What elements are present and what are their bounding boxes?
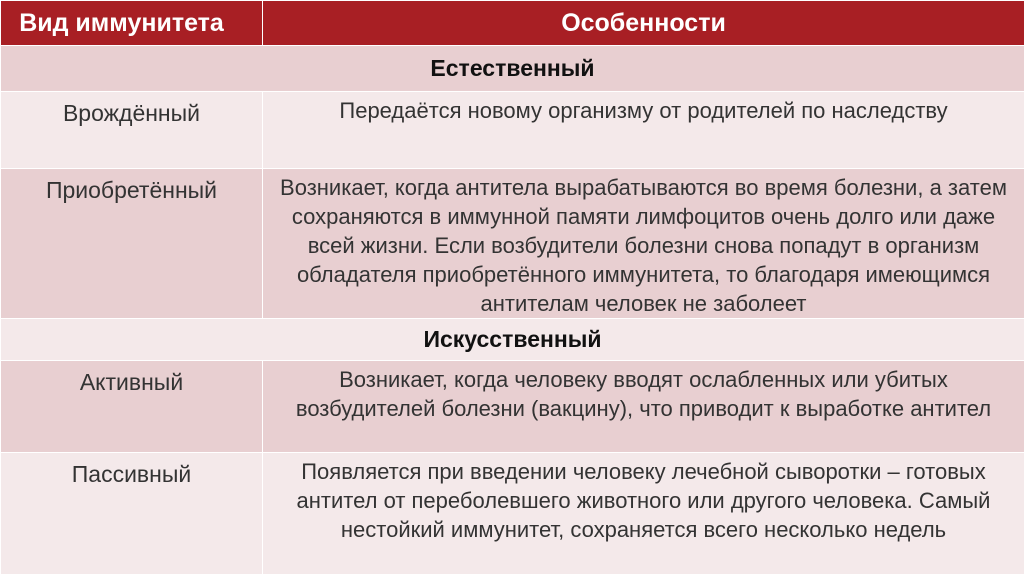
table-row (1, 92, 1024, 169)
immunity-description: Возникает, когда человеку вводят ослабленных или убитых возбудителей болезни (вакцину), что приводит к выработке антител (263, 361, 1024, 453)
section-title: Естественный (1, 46, 1024, 92)
immunity-description: Передаётся новому организму от родителей по наследству (263, 92, 1024, 169)
immunity-type: Приобретённый (1, 169, 263, 319)
immunity-type: Пассивный (1, 453, 263, 575)
section-row (1, 46, 1024, 92)
header-features: Особенности (263, 1, 1024, 46)
table-row (1, 361, 1024, 453)
section-title: Искусственный (1, 319, 1024, 361)
immunity-description: Появляется при введении человеку лечебной сыворотки – готовых антител от переболевшего животного или другого человека. Самый нестойкий иммунитет, сохраняется всего несколько недель (263, 453, 1024, 575)
immunity-description: Возникает, когда антитела вырабатываются во время болезни, а затем сохраняются в иммунной памяти лимфоцитов очень долго или даже всей жизни. Если возбудители болезни снова попадут в организм обладателя приобретённого иммунитета, то благодаря имеющимся антителам человек не заболеет (263, 169, 1024, 319)
immunity-type: Активный (1, 361, 263, 453)
section-row (1, 319, 1024, 361)
immunity-type: Врождённый (1, 92, 263, 169)
header-type: Вид иммунитета (1, 1, 263, 46)
header-row (1, 1, 1024, 46)
table-row (1, 453, 1024, 575)
table-row (1, 169, 1024, 319)
